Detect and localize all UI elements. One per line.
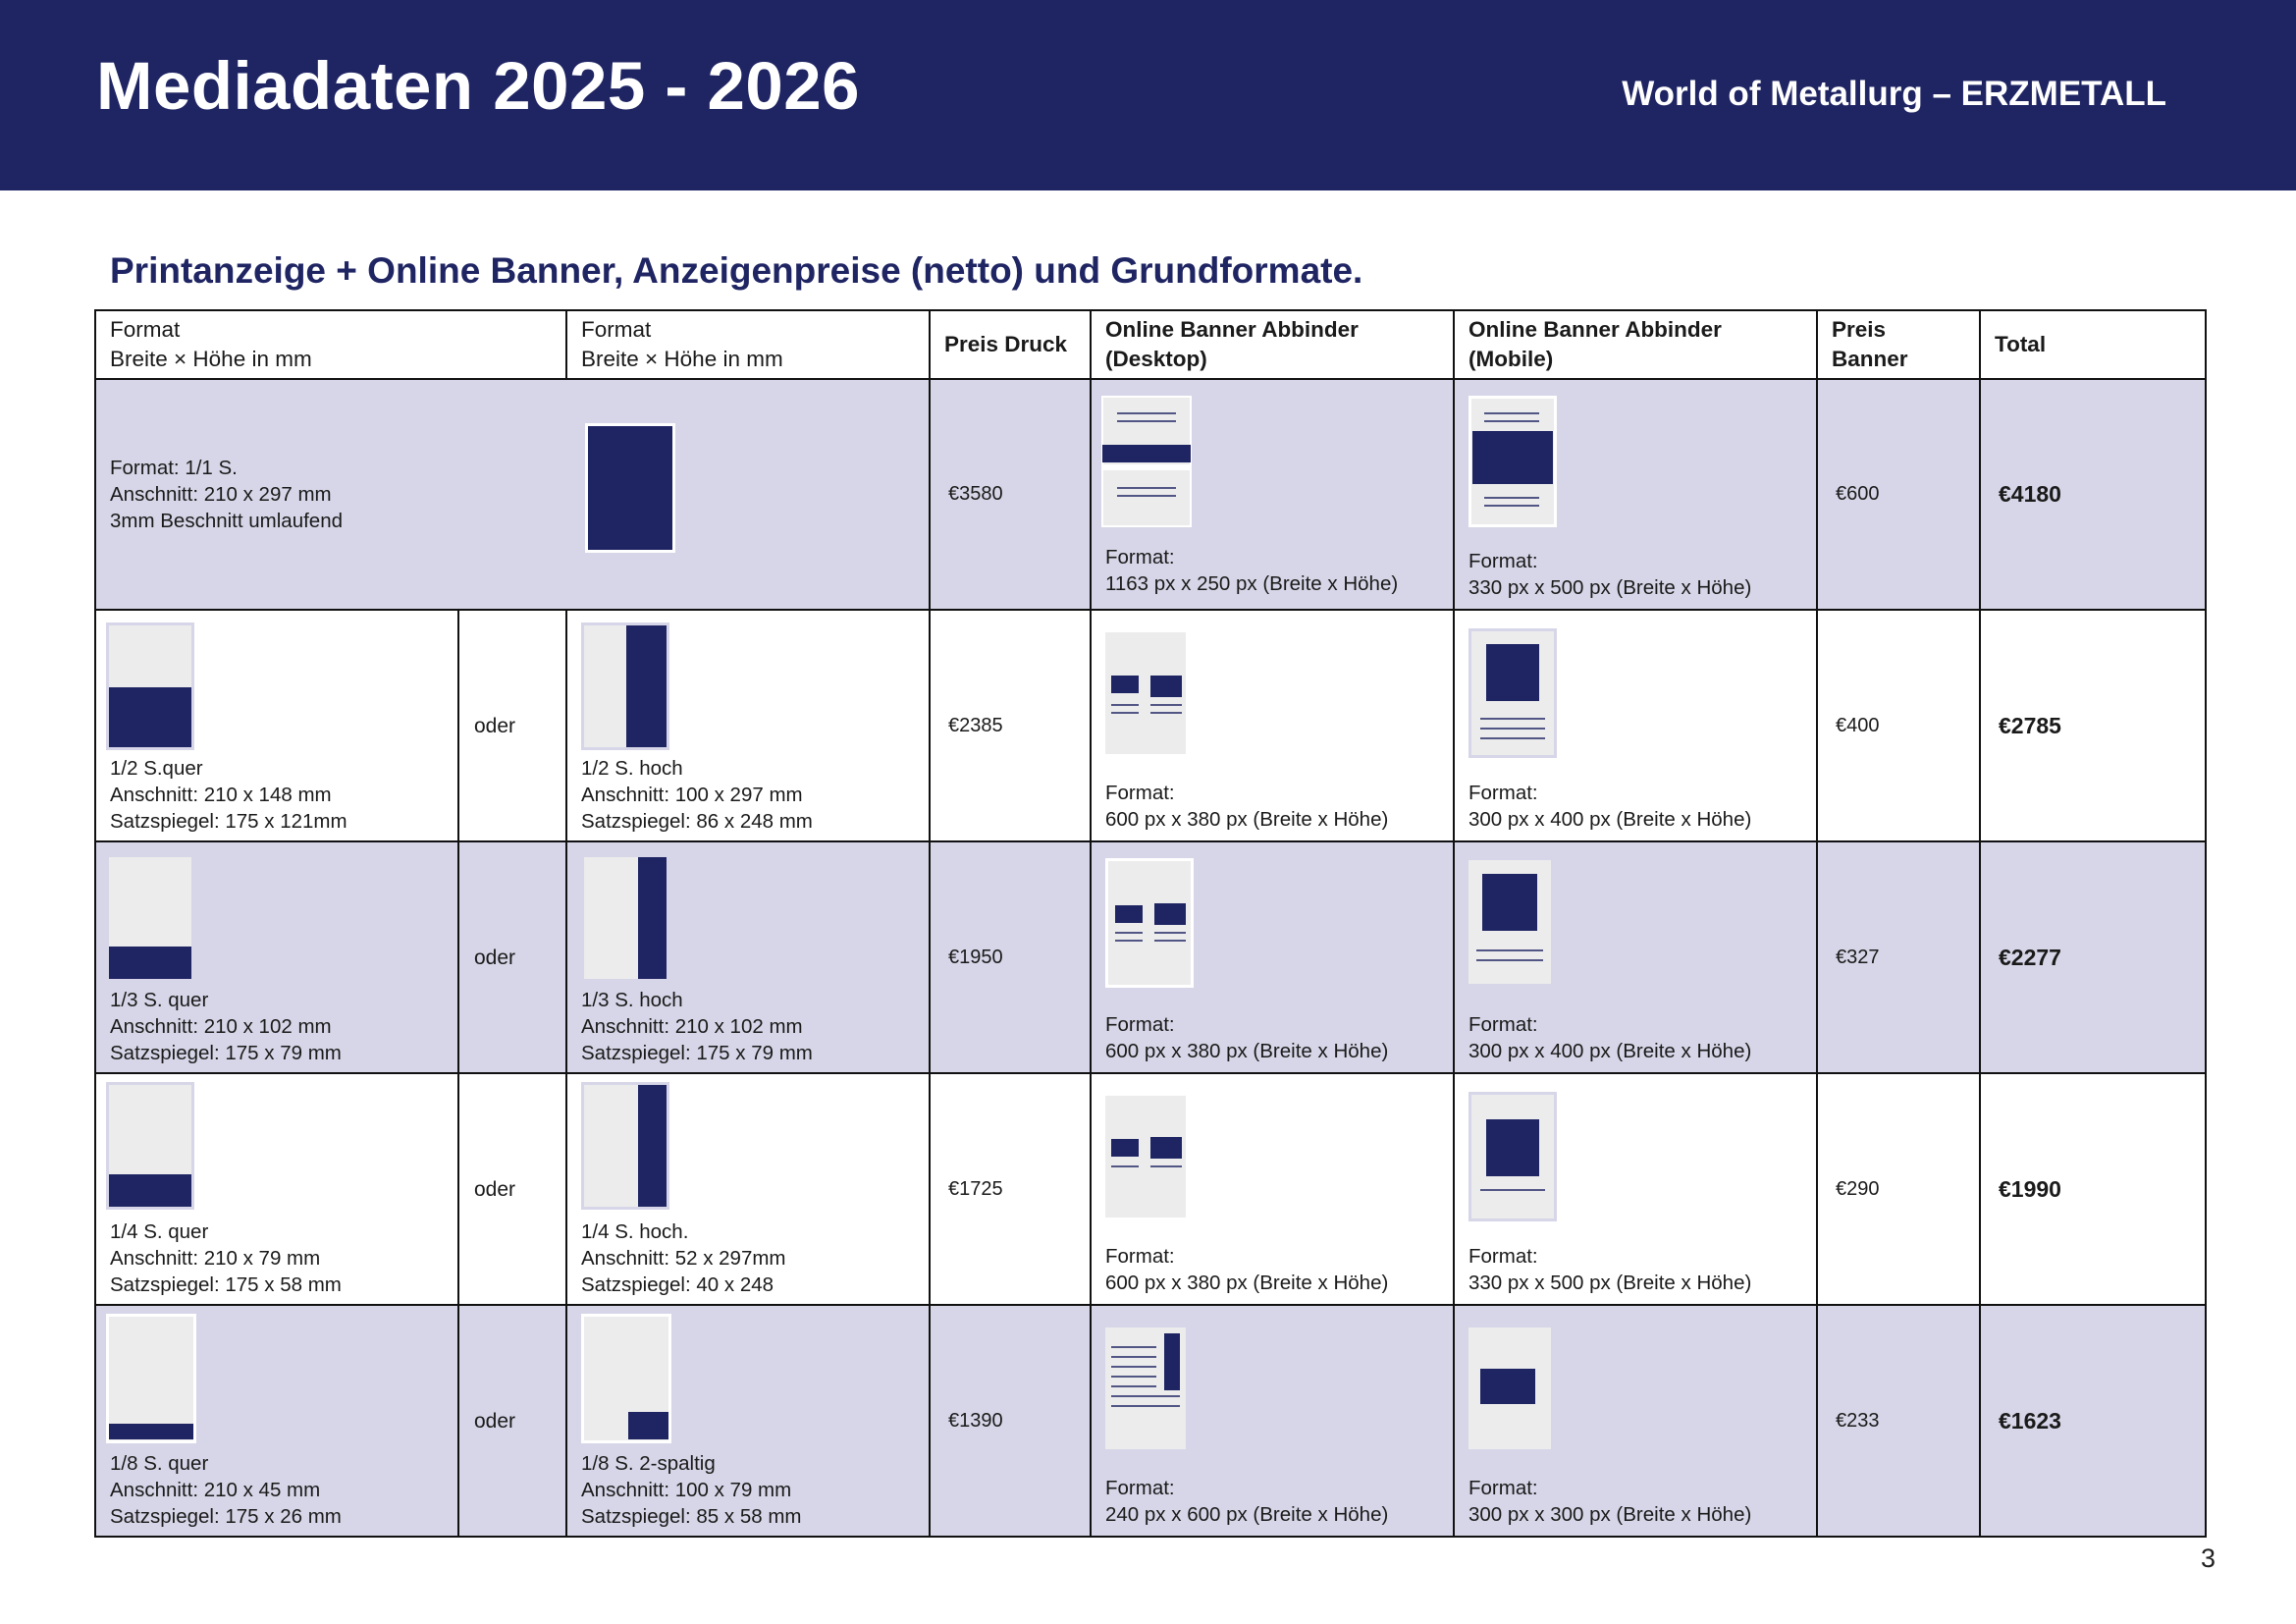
total-cell: €4180 xyxy=(1980,379,2206,610)
table-row xyxy=(95,379,2206,610)
mobile-banner-thumbnail-icon xyxy=(1468,628,1557,758)
eighth-page-2-spaltig-thumbnail-icon xyxy=(581,1314,671,1443)
format-line: Anschnitt: 210 x 102 mm xyxy=(581,1015,803,1038)
col-header-mobile xyxy=(1454,310,1817,379)
desktop-banner-thumbnail-icon xyxy=(1101,396,1192,527)
mobile-banner-cell xyxy=(1454,1073,1817,1305)
table-header-row xyxy=(95,310,2206,379)
format-line: Anschnitt: 210 x 148 mm xyxy=(110,784,332,806)
col-header-text: Format xyxy=(110,317,181,342)
format-line: 1/3 S. hoch xyxy=(581,989,683,1011)
mobile-format-text xyxy=(1468,1475,1751,1528)
brand-name: World of Metallurg – ERZMETALL xyxy=(1622,75,2166,113)
price-banner-cell: €233 xyxy=(1817,1305,1980,1537)
format-line: Satzspiegel: 175 x 79 mm xyxy=(581,1042,813,1064)
format-line: Anschnitt: 210 x 102 mm xyxy=(110,1015,332,1038)
desktop-format-text xyxy=(1105,544,1398,597)
col-header-desktop xyxy=(1091,310,1454,379)
format-line: Satzspiegel: 175 x 79 mm xyxy=(110,1042,342,1064)
mobile-banner-thumbnail-icon xyxy=(1468,396,1557,527)
format-line: 330 px x 500 px (Breite x Höhe) xyxy=(1468,1272,1752,1294)
format-line: 300 px x 300 px (Breite x Höhe) xyxy=(1468,1503,1752,1526)
format-line: 3mm Beschnitt umlaufend xyxy=(110,510,344,532)
col-header-text: Preis Druck xyxy=(944,332,1068,356)
page-number: 3 xyxy=(2200,1543,2216,1573)
format-line: Satzspiegel: 86 x 248 mm xyxy=(581,810,813,833)
quarter-page-hoch-thumbnail-icon xyxy=(581,1082,669,1210)
total-cell: €1623 xyxy=(1980,1305,2206,1537)
format-line: 1/2 S.quer xyxy=(110,757,203,780)
desktop-banner-thumbnail-icon xyxy=(1105,1327,1186,1449)
desktop-banner-cell xyxy=(1091,379,1454,610)
format-line: 1/8 S. 2-spaltig xyxy=(581,1452,716,1475)
mobile-banner-cell xyxy=(1454,841,1817,1073)
col-header-text: Breite × Höhe in mm xyxy=(581,347,783,371)
format-line: Anschnitt: 210 x 79 mm xyxy=(110,1247,321,1270)
format-line: Format: xyxy=(1105,782,1175,804)
format-line: 300 px x 400 px (Breite x Höhe) xyxy=(1468,808,1752,831)
total-cell: €2785 xyxy=(1980,610,2206,841)
desktop-format-text xyxy=(1105,1243,1388,1296)
half-page-quer-thumbnail-icon xyxy=(106,623,194,750)
format-line: Format: xyxy=(1105,1477,1175,1499)
format-text xyxy=(110,987,342,1066)
price-banner-cell: €600 xyxy=(1817,379,1980,610)
format-text xyxy=(581,1218,786,1298)
desktop-banner-cell xyxy=(1091,610,1454,841)
format-line: 600 px x 380 px (Breite x Höhe) xyxy=(1105,808,1389,831)
desktop-format-text xyxy=(1105,1011,1388,1064)
mobile-format-text xyxy=(1468,548,1751,601)
eighth-page-quer-thumbnail-icon xyxy=(106,1314,196,1443)
format-line: Format: xyxy=(1105,1245,1175,1268)
price-print-cell: €1725 xyxy=(930,1073,1091,1305)
oder-label: oder xyxy=(458,610,566,841)
price-print-cell: €3580 xyxy=(930,379,1091,610)
format-cell-left xyxy=(95,1073,458,1305)
format-cell-right xyxy=(566,1305,930,1537)
col-header-text: Online Banner Abbinder xyxy=(1468,317,1722,342)
mobile-format-text xyxy=(1468,780,1751,833)
format-line: Format: 1/1 S. xyxy=(110,457,238,479)
format-line: 1/4 S. quer xyxy=(110,1220,209,1243)
format-line: Satzspiegel: 175 x 121mm xyxy=(110,810,347,833)
col-header-format-1 xyxy=(95,310,566,379)
col-header-text: (Desktop) xyxy=(1105,347,1207,371)
third-page-hoch-thumbnail-icon xyxy=(581,854,669,982)
desktop-banner-thumbnail-icon xyxy=(1105,858,1194,988)
table-row xyxy=(95,841,2206,1073)
format-cell-left xyxy=(95,841,458,1073)
format-line: Format: xyxy=(1468,1477,1538,1499)
format-cell-right xyxy=(566,1073,930,1305)
format-text xyxy=(581,755,813,835)
mobile-banner-cell xyxy=(1454,610,1817,841)
price-print-cell: €1390 xyxy=(930,1305,1091,1537)
header-bar xyxy=(0,0,2296,190)
quarter-page-quer-thumbnail-icon xyxy=(106,1082,194,1210)
desktop-format-text xyxy=(1105,1475,1388,1528)
format-line: Anschnitt: 210 x 45 mm xyxy=(110,1479,321,1501)
format-line: 330 px x 500 px (Breite x Höhe) xyxy=(1468,576,1752,599)
format-line: Anschnitt: 100 x 297 mm xyxy=(581,784,803,806)
format-text xyxy=(110,1450,342,1530)
format-line: Anschnitt: 52 x 297mm xyxy=(581,1247,786,1270)
format-text xyxy=(110,1218,342,1298)
full-page-thumbnail-icon xyxy=(585,423,675,553)
mobile-banner-cell xyxy=(1454,379,1817,610)
desktop-format-text xyxy=(1105,780,1388,833)
format-line: 600 px x 380 px (Breite x Höhe) xyxy=(1105,1040,1389,1062)
format-line: Anschnitt: 100 x 79 mm xyxy=(581,1479,792,1501)
price-banner-cell: €400 xyxy=(1817,610,1980,841)
format-line: 1/8 S. quer xyxy=(110,1452,209,1475)
format-cell-right xyxy=(566,610,930,841)
format-text xyxy=(581,987,813,1066)
total-cell: €2277 xyxy=(1980,841,2206,1073)
col-header-text: Preis Banner xyxy=(1832,317,1908,371)
col-header-text: (Mobile) xyxy=(1468,347,1554,371)
format-cell-right xyxy=(566,841,930,1073)
mobile-format-text xyxy=(1468,1243,1751,1296)
format-line: Satzspiegel: 175 x 26 mm xyxy=(110,1505,342,1528)
format-line: Format: xyxy=(1468,1013,1538,1036)
desktop-banner-cell xyxy=(1091,841,1454,1073)
format-line: 1/2 S. hoch xyxy=(581,757,683,780)
col-header-text: Format xyxy=(581,317,652,342)
format-line: Format: xyxy=(1105,546,1175,568)
format-line: Satzspiegel: 85 x 58 mm xyxy=(581,1505,802,1528)
format-line: Format: xyxy=(1105,1013,1175,1036)
desktop-banner-thumbnail-icon xyxy=(1105,1096,1186,1218)
price-banner-cell: €327 xyxy=(1817,841,1980,1073)
table-row xyxy=(95,1073,2206,1305)
mobile-format-text xyxy=(1468,1011,1751,1064)
oder-label: oder xyxy=(458,841,566,1073)
desktop-banner-cell xyxy=(1091,1073,1454,1305)
format-text xyxy=(110,755,347,835)
mobile-banner-cell xyxy=(1454,1305,1817,1537)
format-line: 600 px x 380 px (Breite x Höhe) xyxy=(1105,1272,1389,1294)
oder-label: oder xyxy=(458,1073,566,1305)
half-page-hoch-thumbnail-icon xyxy=(581,623,669,750)
mobile-banner-thumbnail-icon xyxy=(1468,1092,1557,1221)
col-header-preis-druck xyxy=(930,310,1091,379)
total-cell: €1990 xyxy=(1980,1073,2206,1305)
format-line: Anschnitt: 210 x 297 mm xyxy=(110,483,332,506)
mobile-banner-thumbnail-icon xyxy=(1468,1327,1551,1449)
mobile-banner-thumbnail-icon xyxy=(1468,860,1551,984)
format-line: Format: xyxy=(1468,1245,1538,1268)
col-header-text: Online Banner Abbinder xyxy=(1105,317,1359,342)
format-cell-left xyxy=(95,1305,458,1537)
price-print-cell: €2385 xyxy=(930,610,1091,841)
price-banner-cell: €290 xyxy=(1817,1073,1980,1305)
format-line: 300 px x 400 px (Breite x Höhe) xyxy=(1468,1040,1752,1062)
col-header-preis-banner xyxy=(1817,310,1980,379)
format-line: 1/3 S. quer xyxy=(110,989,209,1011)
price-print-cell: €1950 xyxy=(930,841,1091,1073)
col-header-text: Breite × Höhe in mm xyxy=(110,347,312,371)
format-text xyxy=(110,455,343,534)
format-line: Satzspiegel: 175 x 58 mm xyxy=(110,1273,342,1296)
section-subtitle: Printanzeige + Online Banner, Anzeigenpreise (netto) und Grundformate. xyxy=(110,250,1363,291)
page-title: Mediadaten 2025 - 2026 xyxy=(96,48,861,124)
third-page-quer-thumbnail-icon xyxy=(106,854,194,982)
col-header-total xyxy=(1980,310,2206,379)
col-header-format-2 xyxy=(566,310,930,379)
table-row xyxy=(95,610,2206,841)
desktop-banner-cell xyxy=(1091,1305,1454,1537)
desktop-banner-thumbnail-icon xyxy=(1105,632,1186,754)
format-cell-left xyxy=(95,610,458,841)
format-line: Satzspiegel: 40 x 248 xyxy=(581,1273,774,1296)
oder-label: oder xyxy=(458,1305,566,1537)
format-line: Format: xyxy=(1468,782,1538,804)
format-cell-full-page xyxy=(95,379,930,610)
format-text xyxy=(581,1450,801,1530)
format-line: 1/4 S. hoch. xyxy=(581,1220,689,1243)
format-line: 1163 px x 250 px (Breite x Höhe) xyxy=(1105,572,1399,595)
table-row xyxy=(95,1305,2206,1537)
col-header-text: Total xyxy=(1995,332,2047,356)
format-line: Format: xyxy=(1468,550,1538,572)
price-table xyxy=(94,309,2207,1538)
format-line: 240 px x 600 px (Breite x Höhe) xyxy=(1105,1503,1389,1526)
